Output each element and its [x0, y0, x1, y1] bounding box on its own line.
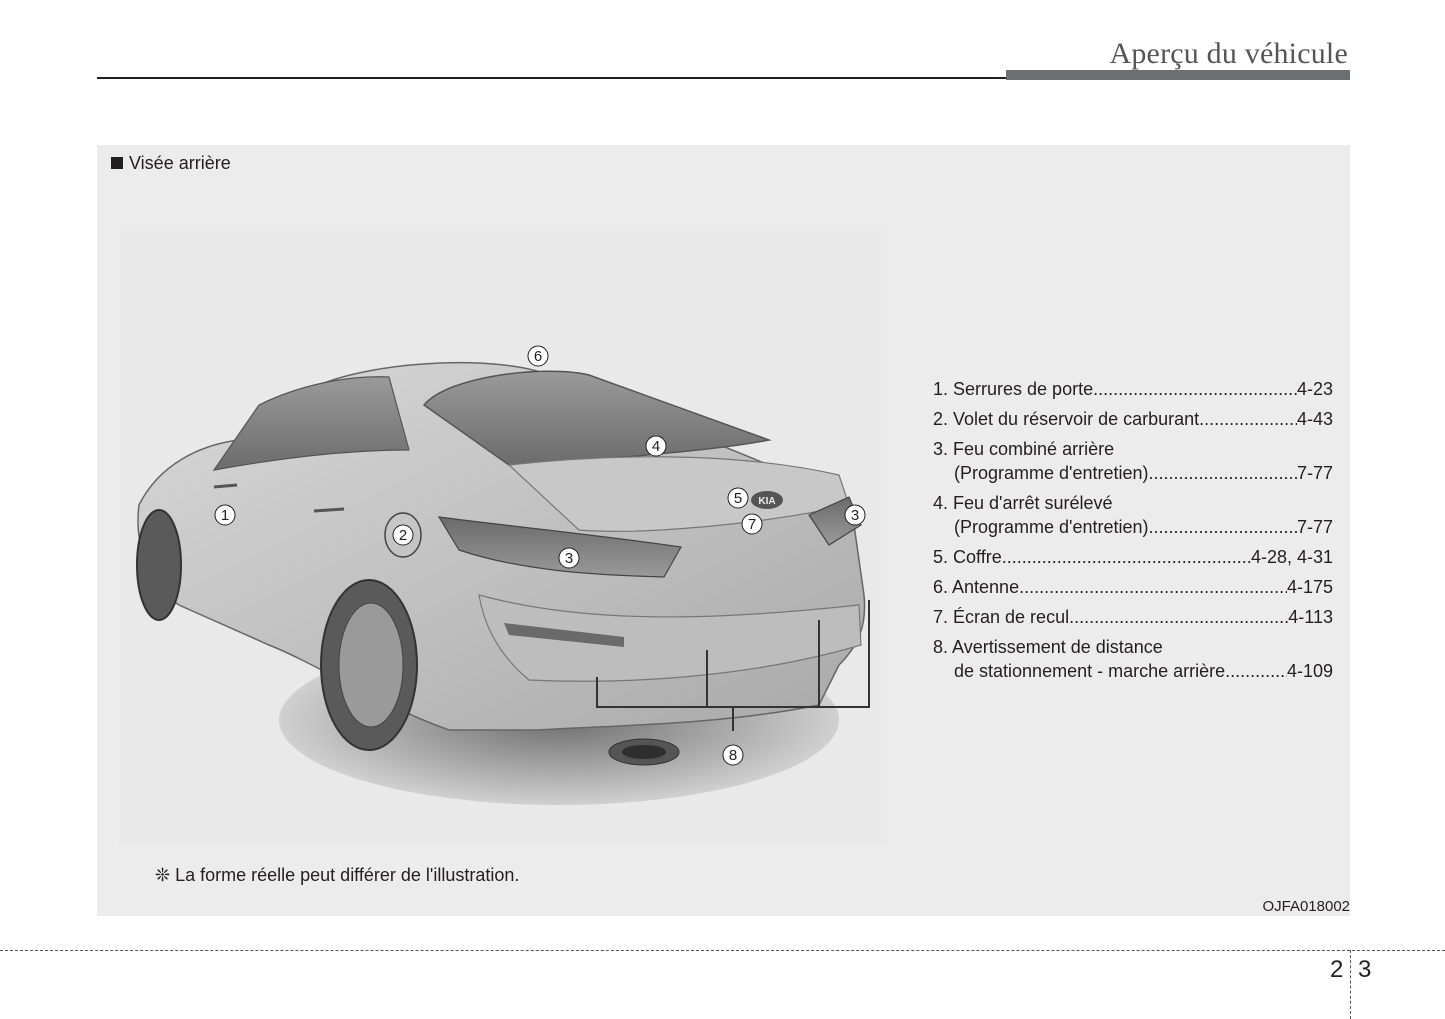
legend-item: 3. Feu combiné arrière (Programme d'entretien) ..... 7-77	[933, 437, 1333, 485]
svg-text:7: 7	[747, 516, 757, 533]
callout-1	[215, 505, 235, 525]
svg-text:2: 2	[398, 527, 408, 544]
footer-dashed-rule	[0, 950, 1445, 951]
svg-text:1: 1	[220, 507, 230, 524]
square-bullet-icon	[111, 157, 123, 169]
legend-item: 6. Antenne ..... 4-175	[933, 575, 1333, 599]
header-rule	[97, 77, 1007, 79]
svg-text:3: 3	[850, 507, 860, 524]
callout-3-right	[845, 505, 865, 525]
svg-text:3: 3	[564, 550, 574, 567]
section-heading-text: Visée arrière	[129, 153, 231, 173]
legend-item: 2. Volet du réservoir de carburant ..... 4-43	[933, 407, 1333, 431]
front-wheel	[137, 510, 181, 620]
legend-item: 1. Serrures de porte ..... 4-23	[933, 377, 1333, 401]
callout-6	[528, 346, 548, 366]
section-heading	[111, 153, 231, 174]
callout-7	[742, 514, 762, 534]
legend-item: 7. Écran de recul ..... 4-113	[933, 605, 1333, 629]
component-legend	[933, 377, 1333, 689]
image-code: OJFA018002	[1262, 898, 1350, 915]
svg-text:8: 8	[728, 747, 738, 764]
page-number-page: 3	[1358, 956, 1372, 983]
legend-item: 5. Coffre ..... 4-28, 4-31	[933, 545, 1333, 569]
legend-item: 8. Avertissement de distance de stationnement - marche arrière ..... 4-109	[933, 635, 1333, 683]
content-panel	[97, 145, 1350, 916]
footer-dashed-divider	[1350, 950, 1351, 1019]
callout-8	[723, 745, 743, 765]
car-rear-illustration	[119, 225, 887, 845]
callout-3-left	[559, 548, 579, 568]
svg-text:6: 6	[533, 348, 543, 365]
brand-badge: KIA	[758, 496, 776, 507]
legend-item: 4. Feu d'arrêt surélevé (Programme d'entretien) ..... 7-77	[933, 491, 1333, 539]
illustration-note: ❊ La forme réelle peut différer de l'illustration.	[155, 865, 520, 885]
svg-text:4: 4	[651, 438, 661, 455]
callout-2	[393, 525, 413, 545]
callout-4	[646, 436, 666, 456]
page-number-section: 2	[1330, 956, 1344, 983]
svg-text:5: 5	[733, 490, 743, 507]
callout-5	[728, 488, 748, 508]
header-accent-bar	[1006, 70, 1350, 80]
page-header-title: Aperçu du véhicule	[1109, 37, 1348, 70]
